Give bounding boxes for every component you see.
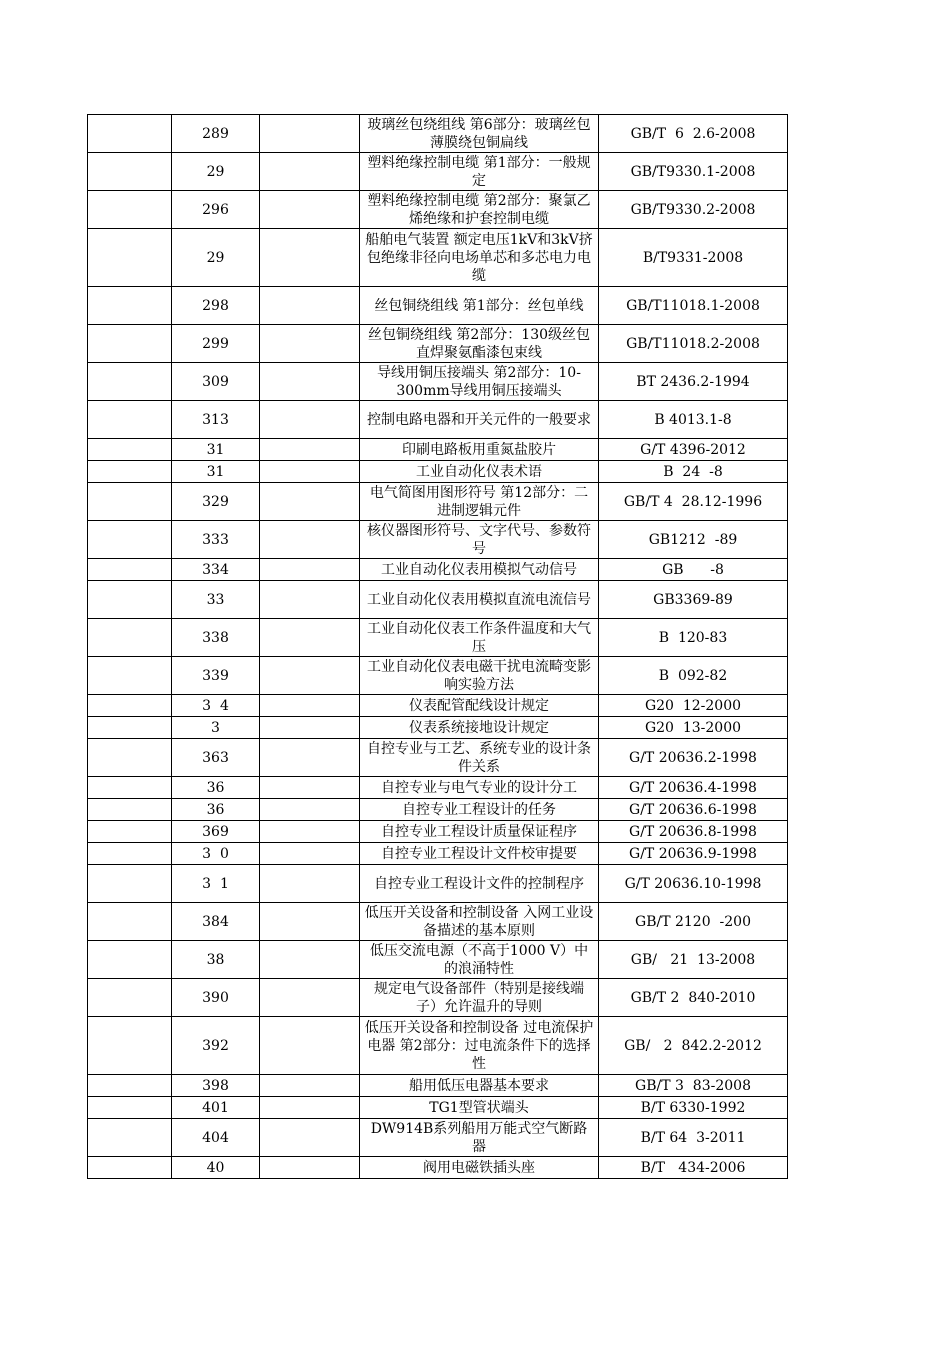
- standard-code-cell: [599, 1075, 788, 1097]
- standard-name-cell-text: 船舶电气装置 额定电压1kV和3kV挤包绝缘非径向电场单芯和多芯电力电缆: [365, 231, 593, 284]
- serial-number-cell: [172, 439, 260, 461]
- standard-name-cell: [360, 363, 599, 401]
- table-row: [88, 799, 788, 821]
- standard-code-cell-text: GB/T11018.1-2008: [626, 297, 760, 314]
- blank-cell: [260, 363, 360, 401]
- standard-name-cell-text: 丝包铜绕组线 第2部分：130级丝包直焊聚氨酯漆包束线: [367, 326, 591, 361]
- standard-code-cell: [599, 439, 788, 461]
- serial-number-cell-text: 29: [206, 163, 225, 180]
- serial-number-cell: [172, 153, 260, 191]
- serial-number-cell-text: 333: [202, 531, 229, 548]
- standard-name-cell: [360, 191, 599, 229]
- standard-name-cell-text: 塑料绝缘控制电缆 第1部分：一般规定: [367, 154, 591, 189]
- standard-code-cell: [599, 1097, 788, 1119]
- table-row: [88, 287, 788, 325]
- standard-code-cell: [599, 739, 788, 777]
- blank-cell: [260, 1017, 360, 1075]
- standards-table: [87, 114, 788, 1179]
- serial-number-cell: [172, 865, 260, 903]
- standard-name-cell-text: 玻璃丝包绕组线 第6部分：玻璃丝包薄膜绕包铜扁线: [367, 116, 591, 151]
- standard-code-cell: [599, 695, 788, 717]
- serial-number-cell-text: 299: [202, 335, 229, 352]
- blank-cell: [260, 559, 360, 581]
- serial-number-cell-text: 33: [206, 591, 225, 608]
- standard-name-cell-text: 核仪器图形符号、文字代号、参数符号: [367, 522, 591, 557]
- standard-name-cell-text: 自控专业工程设计的任务: [402, 801, 556, 818]
- serial-number-cell: [172, 401, 260, 439]
- standard-code-cell: [599, 657, 788, 695]
- blank-cell: [88, 439, 172, 461]
- blank-cell: [88, 739, 172, 777]
- serial-number-cell: [172, 619, 260, 657]
- serial-number-cell: [172, 1017, 260, 1075]
- serial-number-cell: [172, 821, 260, 843]
- standard-code-cell: [599, 581, 788, 619]
- blank-cell: [88, 657, 172, 695]
- standard-code-cell: [599, 717, 788, 739]
- blank-cell: [88, 1075, 172, 1097]
- standard-code-cell-text: G/T 20636.9-1998: [629, 845, 757, 862]
- standard-name-cell-text: 船用低压电器基本要求: [409, 1077, 549, 1094]
- blank-cell: [260, 325, 360, 363]
- standard-code-cell-text: GB/T11018.2-2008: [626, 335, 760, 352]
- serial-number-cell: [172, 903, 260, 941]
- standard-code-cell-text: GB/ 2 842.2-2012: [624, 1037, 762, 1054]
- standard-name-cell-text: 自控专业工程设计文件校审提要: [381, 845, 577, 862]
- serial-number-cell-text: 338: [202, 629, 229, 646]
- serial-number-cell-text: 369: [202, 823, 229, 840]
- blank-cell: [88, 941, 172, 979]
- standard-name-cell: [360, 717, 599, 739]
- standard-code-cell-text: GB3369-89: [653, 591, 733, 608]
- standard-code-cell-text: GB/T9330.1-2008: [630, 163, 756, 180]
- blank-cell: [88, 229, 172, 287]
- standard-code-cell: [599, 461, 788, 483]
- serial-number-cell: [172, 521, 260, 559]
- serial-number-cell-text: 40: [206, 1159, 225, 1176]
- table-row: [88, 821, 788, 843]
- standard-code-cell: [599, 115, 788, 153]
- table-row: [88, 401, 788, 439]
- standard-code-cell-text: B 24 -8: [663, 463, 723, 480]
- serial-number-cell-text: 384: [202, 913, 229, 930]
- standard-code-cell: [599, 865, 788, 903]
- serial-number-cell-text: 31: [206, 441, 225, 458]
- blank-cell: [88, 115, 172, 153]
- table-row: [88, 657, 788, 695]
- standard-code-cell: [599, 903, 788, 941]
- blank-cell: [88, 401, 172, 439]
- blank-cell: [88, 777, 172, 799]
- serial-number-cell: [172, 799, 260, 821]
- serial-number-cell: [172, 739, 260, 777]
- blank-cell: [88, 559, 172, 581]
- standard-code-cell: [599, 941, 788, 979]
- blank-cell: [260, 581, 360, 619]
- standard-name-cell-text: 自控专业与电气专业的设计分工: [381, 779, 577, 796]
- standard-code-cell-text: GB -8: [662, 561, 724, 578]
- standard-name-cell: [360, 979, 599, 1017]
- standard-code-cell: [599, 325, 788, 363]
- standard-code-cell: [599, 979, 788, 1017]
- standard-name-cell-text: 阀用电磁铁插头座: [423, 1159, 535, 1176]
- serial-number-cell: [172, 559, 260, 581]
- standard-name-cell: [360, 483, 599, 521]
- standard-code-cell: [599, 401, 788, 439]
- standard-code-cell: [599, 483, 788, 521]
- standard-name-cell-text: 丝包铜绕组线 第1部分：丝包单线: [374, 297, 584, 314]
- serial-number-cell: [172, 941, 260, 979]
- blank-cell: [260, 777, 360, 799]
- serial-number-cell-text: 36: [206, 779, 225, 796]
- blank-cell: [260, 1119, 360, 1157]
- serial-number-cell-text: 3 1: [202, 875, 229, 892]
- standard-name-cell-text: 控制电路电器和开关元件的一般要求: [367, 411, 591, 428]
- table-row: [88, 461, 788, 483]
- standard-name-cell: [360, 865, 599, 903]
- serial-number-cell-text: 392: [202, 1037, 229, 1054]
- blank-cell: [88, 521, 172, 559]
- blank-cell: [260, 739, 360, 777]
- serial-number-cell: [172, 115, 260, 153]
- table-row: [88, 619, 788, 657]
- blank-cell: [260, 1097, 360, 1119]
- standard-name-cell: [360, 115, 599, 153]
- table-row: [88, 229, 788, 287]
- blank-cell: [260, 979, 360, 1017]
- standard-name-cell: [360, 777, 599, 799]
- standard-name-cell-text: 规定电气设备部件（特别是接线端子）允许温升的导则: [374, 980, 584, 1015]
- blank-cell: [260, 521, 360, 559]
- table-row: [88, 559, 788, 581]
- serial-number-cell: [172, 461, 260, 483]
- blank-cell: [260, 401, 360, 439]
- serial-number-cell-text: 29: [206, 249, 225, 266]
- serial-number-cell: [172, 287, 260, 325]
- standard-name-cell: [360, 153, 599, 191]
- standard-name-cell: [360, 461, 599, 483]
- table-row: [88, 717, 788, 739]
- standard-name-cell-text: 低压开关设备和控制设备 过电流保护电器 第2部分：过电流条件下的选择性: [364, 1019, 594, 1072]
- serial-number-cell: [172, 717, 260, 739]
- serial-number-cell: [172, 325, 260, 363]
- serial-number-cell-text: 398: [202, 1077, 229, 1094]
- blank-cell: [260, 461, 360, 483]
- blank-cell: [260, 903, 360, 941]
- standard-code-cell: [599, 287, 788, 325]
- blank-cell: [260, 865, 360, 903]
- standard-name-cell-text: 自控专业工程设计文件的控制程序: [374, 875, 584, 892]
- blank-cell: [88, 287, 172, 325]
- standard-code-cell-text: B/T 434-2006: [640, 1159, 746, 1176]
- standard-code-cell-text: GB/T 4 28.12-1996: [623, 493, 763, 510]
- standard-code-cell-text: G/T 20636.4-1998: [629, 779, 757, 796]
- blank-cell: [88, 1119, 172, 1157]
- standard-name-cell-text: 工业自动化仪表用模拟气动信号: [381, 561, 577, 578]
- blank-cell: [88, 153, 172, 191]
- standard-code-cell-text: GB1212 -89: [648, 531, 738, 548]
- standard-name-cell: [360, 439, 599, 461]
- standard-code-cell-text: GB/T9330.2-2008: [630, 201, 756, 218]
- standard-code-cell-text: B 4013.1-8: [654, 411, 732, 428]
- standard-name-cell: [360, 619, 599, 657]
- serial-number-cell: [172, 1075, 260, 1097]
- standard-name-cell: [360, 287, 599, 325]
- standard-code-cell-text: BT 2436.2-1994: [636, 373, 750, 390]
- standard-name-cell-text: 工业自动化仪表电磁干扰电流畸变影响实验方法: [367, 658, 591, 693]
- blank-cell: [88, 843, 172, 865]
- serial-number-cell: [172, 657, 260, 695]
- table-row: [88, 581, 788, 619]
- serial-number-cell-text: 339: [202, 667, 229, 684]
- standard-name-cell: [360, 821, 599, 843]
- blank-cell: [260, 115, 360, 153]
- blank-cell: [260, 799, 360, 821]
- serial-number-cell-text: 313: [202, 411, 229, 428]
- standard-name-cell: [360, 325, 599, 363]
- serial-number-cell-text: 38: [206, 951, 225, 968]
- standard-name-cell: [360, 581, 599, 619]
- standard-code-cell-text: G20 12-2000: [644, 697, 742, 714]
- standard-name-cell-text: 仪表系统接地设计规定: [409, 719, 549, 736]
- standard-code-cell: [599, 1017, 788, 1075]
- standard-code-cell: [599, 153, 788, 191]
- standard-name-cell: [360, 903, 599, 941]
- standard-code-cell-text: B/T 64 3-2011: [640, 1129, 746, 1146]
- standard-code-cell: [599, 777, 788, 799]
- serial-number-cell-text: 298: [202, 297, 229, 314]
- table-row: [88, 1075, 788, 1097]
- table-row: [88, 739, 788, 777]
- standard-name-cell: [360, 1157, 599, 1179]
- blank-cell: [260, 843, 360, 865]
- standard-name-cell-text: TG1型管状端头: [429, 1099, 529, 1116]
- standard-code-cell-text: G/T 4396-2012: [640, 441, 746, 458]
- blank-cell: [88, 695, 172, 717]
- blank-cell: [260, 695, 360, 717]
- standard-code-cell-text: GB/T 2 840-2010: [630, 989, 756, 1006]
- blank-cell: [260, 191, 360, 229]
- serial-number-cell-text: 3: [211, 719, 220, 736]
- standard-name-cell-text: 工业自动化仪表用模拟直流电流信号: [367, 591, 591, 608]
- table-row: [88, 1157, 788, 1179]
- table-row: [88, 1119, 788, 1157]
- standard-name-cell: [360, 739, 599, 777]
- table-row: [88, 521, 788, 559]
- standard-name-cell: [360, 657, 599, 695]
- standard-name-cell: [360, 1017, 599, 1075]
- blank-cell: [88, 363, 172, 401]
- standard-name-cell-text: 自控专业工程设计质量保证程序: [381, 823, 577, 840]
- table-row: [88, 1097, 788, 1119]
- standard-code-cell: [599, 821, 788, 843]
- standard-code-cell: [599, 619, 788, 657]
- blank-cell: [260, 941, 360, 979]
- standard-name-cell-text: 电气简图用图形符号 第12部分：二进制逻辑元件: [369, 484, 589, 519]
- standard-name-cell: [360, 229, 599, 287]
- standard-name-cell: [360, 521, 599, 559]
- standard-name-cell: [360, 695, 599, 717]
- table-row: [88, 979, 788, 1017]
- standard-name-cell: [360, 559, 599, 581]
- standard-code-cell-text: B/T9331-2008: [642, 249, 744, 266]
- standard-name-cell-text: 工业自动化仪表术语: [416, 463, 542, 480]
- serial-number-cell: [172, 581, 260, 619]
- serial-number-cell-text: 309: [202, 373, 229, 390]
- blank-cell: [260, 821, 360, 843]
- standard-code-cell: [599, 1119, 788, 1157]
- serial-number-cell-text: 296: [202, 201, 229, 218]
- serial-number-cell-text: 404: [202, 1129, 229, 1146]
- standard-name-cell-text: 自控专业与工艺、系统专业的设计条件关系: [367, 740, 591, 775]
- blank-cell: [88, 325, 172, 363]
- standard-code-cell: [599, 363, 788, 401]
- standard-code-cell: [599, 521, 788, 559]
- serial-number-cell-text: 36: [206, 801, 225, 818]
- serial-number-cell: [172, 363, 260, 401]
- blank-cell: [260, 619, 360, 657]
- serial-number-cell: [172, 483, 260, 521]
- standard-code-cell-text: B 092-82: [658, 667, 728, 684]
- standard-name-cell: [360, 1075, 599, 1097]
- serial-number-cell: [172, 843, 260, 865]
- serial-number-cell: [172, 1119, 260, 1157]
- standard-code-cell-text: GB/T 3 83-2008: [635, 1077, 751, 1094]
- table-row: [88, 115, 788, 153]
- serial-number-cell-text: 3 4: [202, 697, 229, 714]
- table-row: [88, 843, 788, 865]
- blank-cell: [260, 229, 360, 287]
- standard-name-cell-text: 工业自动化仪表工作条件温度和大气压: [367, 620, 591, 655]
- standard-name-cell: [360, 941, 599, 979]
- blank-cell: [260, 483, 360, 521]
- blank-cell: [88, 581, 172, 619]
- serial-number-cell: [172, 229, 260, 287]
- table-row: [88, 439, 788, 461]
- blank-cell: [260, 287, 360, 325]
- standard-code-cell-text: G/T 20636.6-1998: [629, 801, 757, 818]
- standard-name-cell: [360, 1119, 599, 1157]
- table-row: [88, 325, 788, 363]
- standard-code-cell: [599, 191, 788, 229]
- standard-name-cell: [360, 843, 599, 865]
- blank-cell: [88, 821, 172, 843]
- standard-name-cell-text: DW914B系列船用万能式空气断路器: [370, 1120, 588, 1155]
- blank-cell: [88, 903, 172, 941]
- serial-number-cell-text: 31: [206, 463, 225, 480]
- blank-cell: [260, 1075, 360, 1097]
- blank-cell: [88, 979, 172, 1017]
- standard-name-cell-text: 低压开关设备和控制设备 入网工业设备描述的基本原则: [364, 904, 594, 939]
- blank-cell: [88, 483, 172, 521]
- table-row: [88, 695, 788, 717]
- blank-cell: [88, 1097, 172, 1119]
- standard-code-cell: [599, 843, 788, 865]
- serial-number-cell-text: 401: [202, 1099, 229, 1116]
- blank-cell: [88, 799, 172, 821]
- standards-table-body: [88, 115, 788, 1179]
- standard-code-cell: [599, 229, 788, 287]
- standard-name-cell-text: 仪表配管配线设计规定: [409, 697, 549, 714]
- blank-cell: [88, 1157, 172, 1179]
- serial-number-cell: [172, 979, 260, 1017]
- blank-cell: [88, 865, 172, 903]
- standard-code-cell-text: GB/T 2120 -200: [635, 913, 751, 930]
- blank-cell: [260, 657, 360, 695]
- table-row: [88, 483, 788, 521]
- standard-name-cell: [360, 799, 599, 821]
- standard-name-cell-text: 塑料绝缘控制电缆 第2部分：聚氯乙烯绝缘和护套控制电缆: [367, 192, 591, 227]
- blank-cell: [88, 619, 172, 657]
- serial-number-cell: [172, 1157, 260, 1179]
- standard-code-cell-text: G/T 20636.10-1998: [624, 875, 762, 892]
- standard-code-cell-text: G/T 20636.8-1998: [629, 823, 757, 840]
- standard-code-cell: [599, 799, 788, 821]
- standard-code-cell-text: GB/T 6 2.6-2008: [630, 125, 756, 142]
- standard-code-cell: [599, 559, 788, 581]
- standard-code-cell-text: G/T 20636.2-1998: [629, 749, 757, 766]
- standard-name-cell-text: 导线用铜压接端头 第2部分：10-300mm导线用铜压接端头: [377, 364, 581, 399]
- standard-name-cell-text: 印刷电路板用重氮盐胶片: [402, 441, 556, 458]
- serial-number-cell-text: 334: [202, 561, 229, 578]
- blank-cell: [88, 461, 172, 483]
- standard-code-cell-text: GB/ 21 13-2008: [630, 951, 756, 968]
- standard-code-cell: [599, 1157, 788, 1179]
- standard-name-cell-text: 低压交流电源（不高于1000 V）中的浪涌特性: [369, 942, 589, 977]
- serial-number-cell: [172, 695, 260, 717]
- standard-code-cell-text: B 120-83: [658, 629, 728, 646]
- table-row: [88, 941, 788, 979]
- table-row: [88, 903, 788, 941]
- blank-cell: [88, 191, 172, 229]
- serial-number-cell: [172, 1097, 260, 1119]
- blank-cell: [88, 717, 172, 739]
- serial-number-cell: [172, 777, 260, 799]
- table-row: [88, 363, 788, 401]
- table-row: [88, 1017, 788, 1075]
- blank-cell: [260, 1157, 360, 1179]
- blank-cell: [260, 439, 360, 461]
- table-row: [88, 153, 788, 191]
- serial-number-cell: [172, 191, 260, 229]
- serial-number-cell-text: 3 0: [202, 845, 229, 862]
- blank-cell: [88, 1017, 172, 1075]
- serial-number-cell-text: 390: [202, 989, 229, 1006]
- serial-number-cell-text: 329: [202, 493, 229, 510]
- table-row: [88, 865, 788, 903]
- serial-number-cell-text: 289: [202, 125, 229, 142]
- standard-code-cell-text: B/T 6330-1992: [640, 1099, 746, 1116]
- standard-code-cell-text: G20 13-2000: [644, 719, 742, 736]
- table-row: [88, 191, 788, 229]
- standard-name-cell: [360, 401, 599, 439]
- table-row: [88, 777, 788, 799]
- blank-cell: [260, 153, 360, 191]
- serial-number-cell-text: 363: [202, 749, 229, 766]
- blank-cell: [260, 717, 360, 739]
- standard-name-cell: [360, 1097, 599, 1119]
